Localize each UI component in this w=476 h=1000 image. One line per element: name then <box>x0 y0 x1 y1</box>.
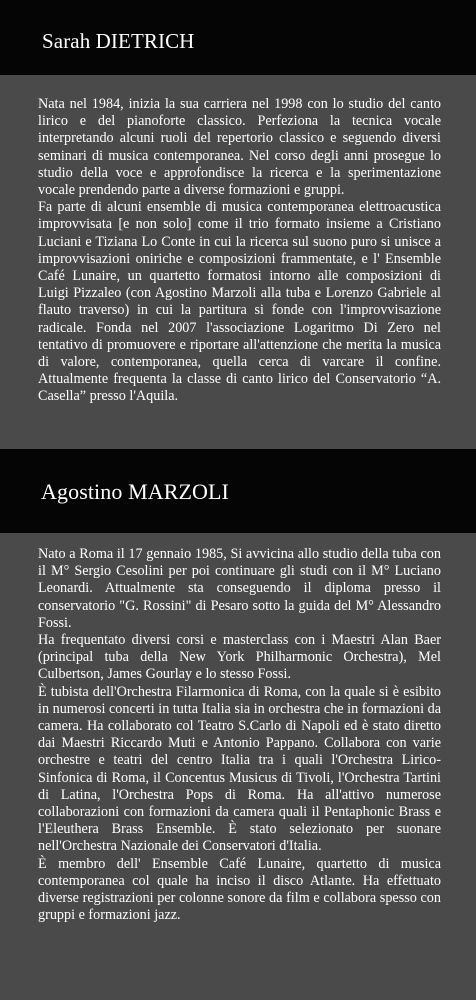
musician-name: Agostino MARZOLI <box>41 479 229 504</box>
header-agostino-marzoli <box>0 449 476 533</box>
header-sarah-dietrich <box>0 0 476 75</box>
biography-sarah-dietrich: Nata nel 1984, inizia la sua carriera nel 1998 con lo studio del canto lirico e del pianoforte classico. Perfeziona la tecnica vocale interpretando alcuni ruoli del repertorio classico e seguendo diversi seminari di musica contemporanea. Nel corso degli anni prosegue lo studio della voce e approfondisce la ricerca e la sperimentazione vocale prendendo parte a diverse formazioni e gruppi. Fa parte di alcuni ensemble di musica contemporanea elettroacustica improvvisata [e non solo] come il trio formato insieme a Cristiano Luciani e Tiziana Lo Conte in cui la ricerca sul suono puro si unisce a improvvisazioni oniriche e composizioni frammentate, e l' Ensemble Café Lunaire, un quartetto formatosi intorno alle composizioni di Luigi Pizzaleo (con Agostino Marzoli alla tuba e Lorenzo Gabriele al flauto traverso) in cui la partitura si fonde con l'improvvisazione radicale. Fonda nel 2007 l'associazione Logaritmo Di Zero nel tentativo di promuovere e riportare all'attenzione che merita la musica di valore, contemporanea, quella cerca di varcare il confine. Attualmente frequenta la classe di canto lirico del Conservatorio “A. Casella” presso l'Aquila. <box>38 96 441 405</box>
biography-agostino-marzoli: Nato a Roma il 17 gennaio 1985, Si avvicina allo studio della tuba con il M° Sergio Cesolini per poi continuare gli studi con il M° Luciano Leonardi. Attualmente sta conseguendo il diploma presso il conservatorio "G. Rossini" di Pesaro sotto la guida del M° Alessandro Fossi. Ha frequentato diversi corsi e masterclass con i Maestri Alan Baer (principal tuba della New York Philharmonic Orchestra), Mel Culbertson, James Gourlay e lo stesso Fossi. È tubista dell'Orchestra Filarmonica di Roma, con la quale si è esibito in numerosi concerti in tutta Italia sia in orchestra che in formazioni da camera. Ha collaborato col Teatro S.Carlo di Napoli ed è stato diretto dai Maestri Riccardo Muti e Antonio Pappano. Collabora con varie orchestre e teatri del centro Italia tra i quali l'Orchestra Lirico-Sinfonica di Roma, il Concentus Musicus di Tivoli, l'Orchestra Tartini di Latina, l'Orchestra Pops di Roma. Ha all'attivo numerose collaborazioni con formazioni da camera quali il Pentaphonic Brass e l'Eleuthera Brass Ensemble. È stato selezionato per suonare nell'Orchestra Nazionale dei Conservatori d'Italia. È membro dell' Ensemble Café Lunaire, quartetto di musica contemporanea col quale ha inciso il disco Atlante. Ha effettuato diverse registrazioni per colonne sonore da film e collabora spesso con gruppi e formazioni jazz. <box>38 546 441 924</box>
musician-name: Sarah DIETRICH <box>42 29 195 53</box>
